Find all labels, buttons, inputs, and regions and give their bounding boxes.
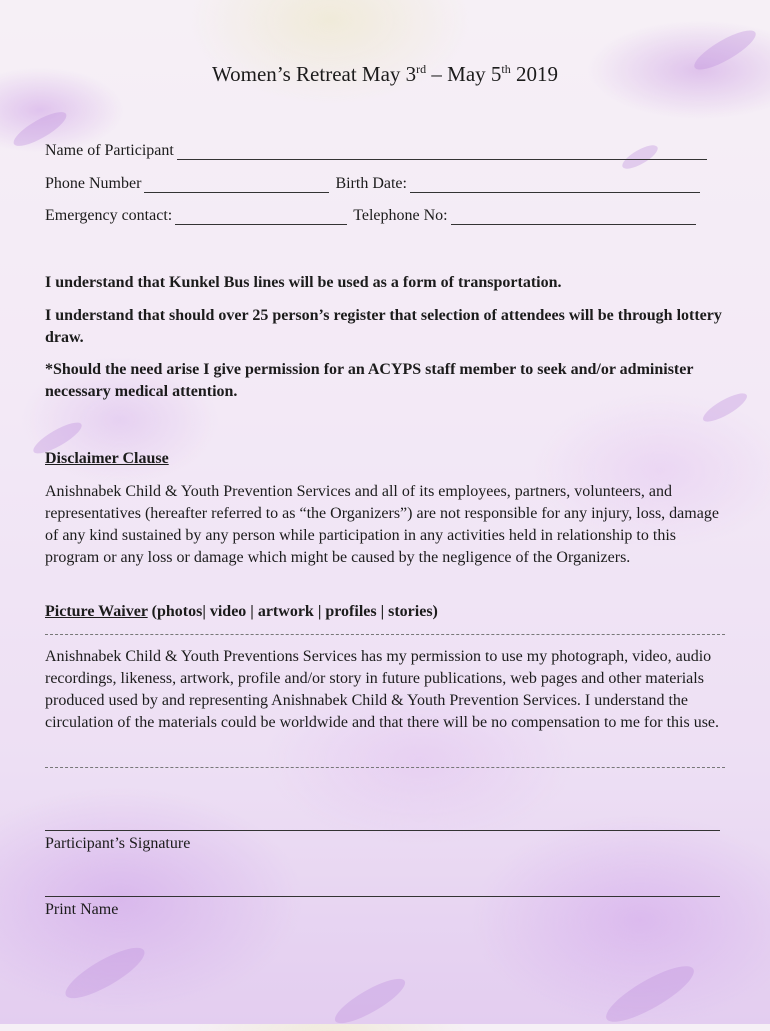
picture-waiver-body: Anishnabek Child & Youth Preventions Services has my permission to use my photograph, video, audio recordings, likeness, artwork, profile and/or story in future publications, web pages and other materials produced used by and representing Anishnabek Child & Youth Prevention Services. I understand the circulation of the materials could be worldwide and that there will be no compensation to me for this use. — [45, 648, 720, 731]
telephone-label: Telephone No: — [353, 207, 448, 224]
picture-waiver-heading-row — [45, 601, 725, 623]
disclaimer-body: Anishnabek Child & Youth Prevention Services and all of its employees, partners, volunteers, and representatives (hereafter referred to as “the Organizers”) are not responsible for any injury, loss, damage of any kind sustained by any person while participation in any activities held in relationship to this program or any loss or damage which might be caused by the negligence of the Organizers. — [45, 483, 719, 566]
participant-name-row — [45, 142, 707, 160]
participant-name-label: Name of Participant — [45, 142, 174, 159]
print-name-field[interactable] — [45, 896, 720, 897]
telephone-field[interactable] — [451, 210, 696, 225]
birth-date-field[interactable] — [410, 178, 700, 193]
statement-medical: *Should the need arise I give permission for an ACYPS staff member to seek and/or administer necessary medical attention. — [45, 361, 694, 400]
participant-signature-field[interactable] — [45, 830, 720, 831]
statement-transport: I understand that Kunkel Bus lines will be used as a form of transportation. — [45, 274, 562, 291]
birth-date-label: Birth Date: — [335, 175, 407, 192]
divider-bottom — [45, 767, 725, 768]
picture-waiver-subheading: (photos| video | artwork | profiles | stories) — [147, 603, 438, 620]
statement-lottery: I understand that should over 25 person’s register that selection of attendees will be through lottery draw. — [45, 307, 722, 346]
phone-number-field[interactable] — [144, 178, 329, 193]
phone-number-label: Phone Number — [45, 175, 142, 192]
emergency-row — [45, 207, 696, 225]
divider-top — [45, 634, 725, 635]
participant-signature-label: Participant’s Signature — [45, 835, 191, 852]
phone-birth-row — [45, 175, 700, 193]
disclaimer-heading: Disclaimer Clause — [45, 450, 169, 467]
emergency-contact-label: Emergency contact: — [45, 207, 173, 224]
page-title: Women’s Retreat May 3rd – May 5th 2019 — [211, 62, 559, 86]
participant-name-field[interactable] — [177, 145, 707, 160]
emergency-contact-field[interactable] — [175, 210, 347, 225]
print-name-label: Print Name — [45, 901, 119, 918]
picture-waiver-heading: Picture Waiver — [45, 603, 148, 620]
